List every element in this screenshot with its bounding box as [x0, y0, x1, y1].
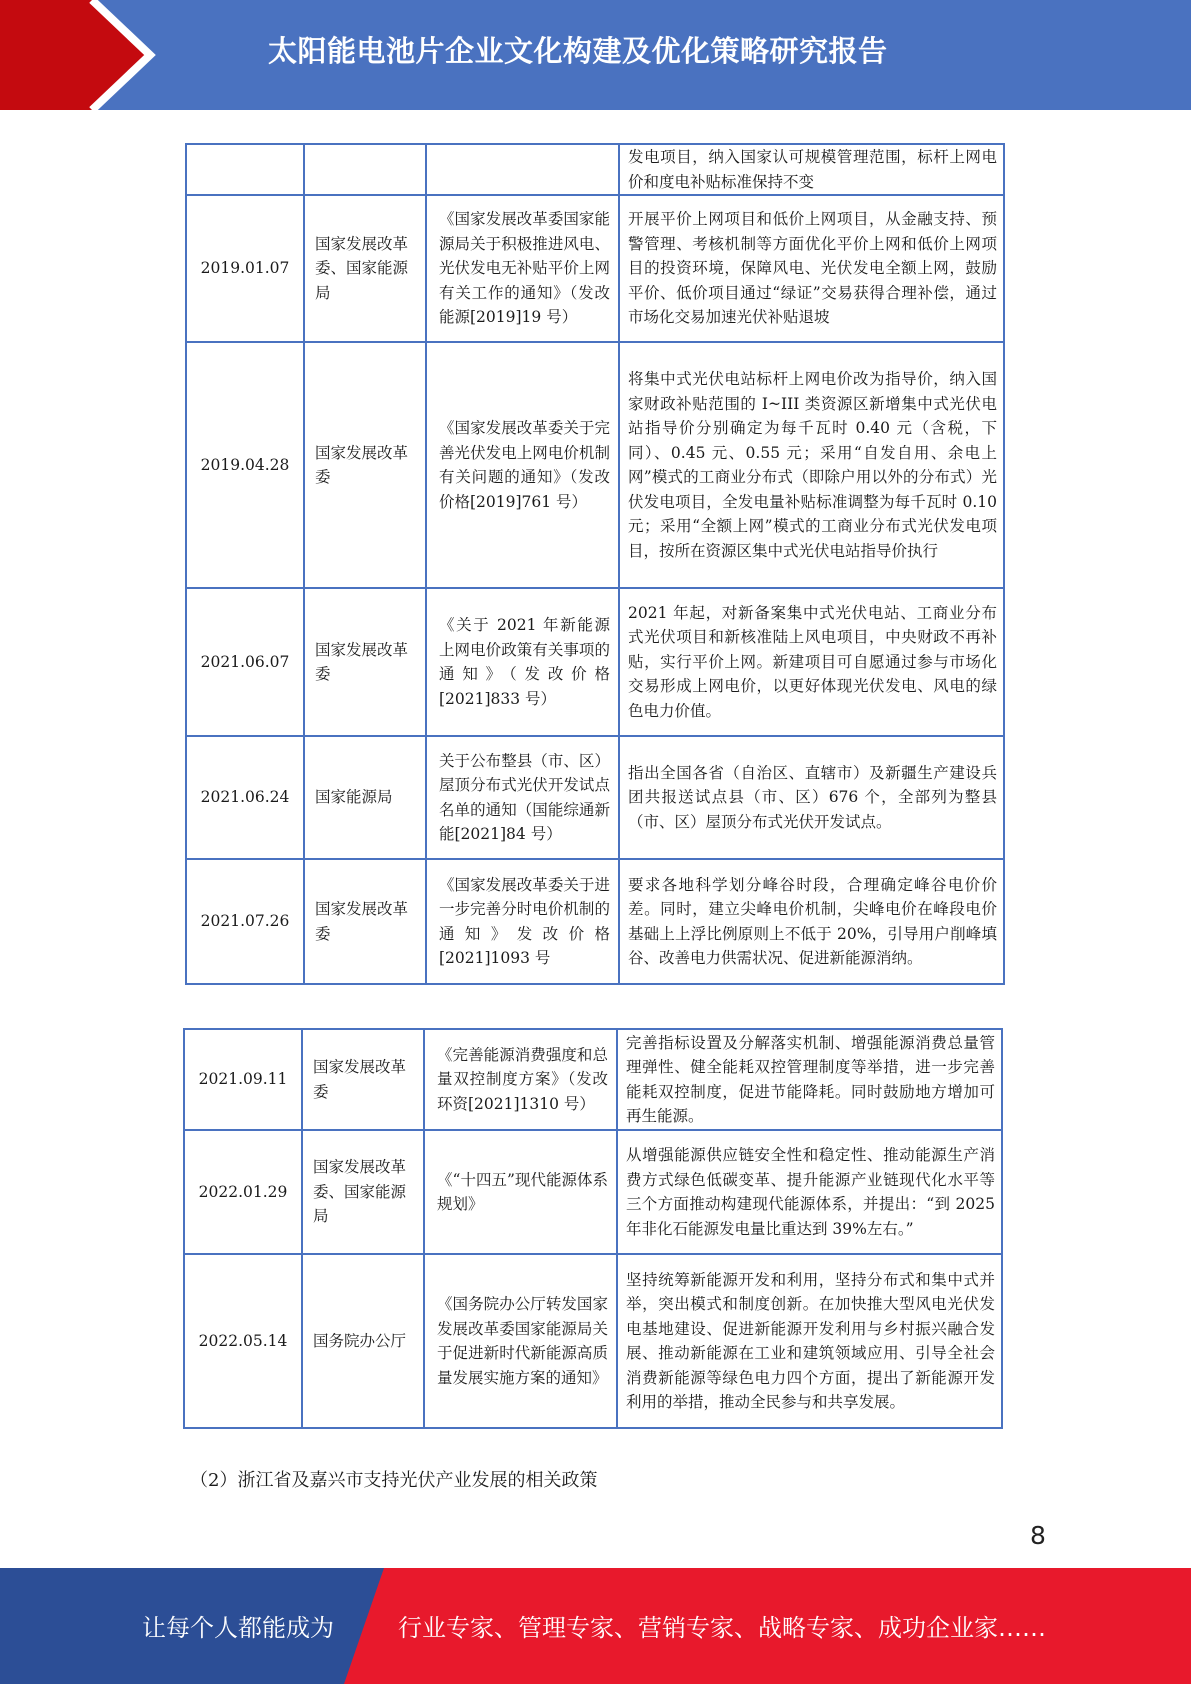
table-row: [186, 342, 1004, 588]
content-cell: 要求各地科学划分峰谷时段，合理确定峰谷电价价差。同时，建立尖峰电价机制，尖峰电价在峰段电价基础上上浮比例原则上不低于 20%，引导用户削峰填谷、改善电力供需状况、促进新能源消纳。: [619, 859, 1004, 984]
department-cell: 国家能源局: [304, 736, 426, 859]
document-cell: 关于公布整县（市、区）屋顶分布式光伏开发试点名单的通知（国能综通新能[2021]84 号）: [426, 736, 619, 859]
content-cell: 从增强能源供应链安全性和稳定性、推动能源生产消费方式绿色低碳变革、提升能源产业链现代化水平等三个方面推动构建现代能源体系，并提出：“到 2025 年非化石能源发电量比重达到 39%左右。”: [617, 1130, 1002, 1254]
footer-slogan-right: 行业专家、管理专家、营销专家、战略专家、成功企业家……: [398, 1614, 1046, 1642]
date-cell: 2021.06.24: [186, 736, 304, 859]
content-cell: 开展平价上网项目和低价上网项目，从金融支持、预警管理、考核机制等方面优化平价上网和低价上网项目的投资环境，保障风电、光伏发电全额上网，鼓励平价、低价项目通过“绿证”交易获得合理补偿，通过市场化交易加速光伏补贴退坡: [619, 195, 1004, 342]
document-cell: 《国务院办公厅转发国家发展改革委国家能源局关于促进新时代新能源高质量发展实施方案的通知》: [424, 1254, 617, 1428]
document-cell: 《国家发展改革委关于完善光伏发电上网电价机制有关问题的通知》（发改价格[2019]761 号）: [426, 342, 619, 588]
table-row: [186, 588, 1004, 736]
content-cell: 2021 年起，对新备案集中式光伏电站、工商业分布式光伏项目和新核准陆上风电项目，中央财政不再补贴，实行平价上网。新建项目可自愿通过参与市场化交易形成上网电价，以更好体现光伏发电、风电的绿色电力价值。: [619, 588, 1004, 736]
document-cell: 《“十四五”现代能源体系规划》: [424, 1130, 617, 1254]
footer-slogan-left: 让每个人都能成为: [142, 1614, 334, 1642]
section-heading: （2）浙江省及嘉兴市支持光伏产业发展的相关政策: [190, 1470, 598, 1491]
table-row: [186, 736, 1004, 859]
document-cell: 《关于 2021 年新能源上网电价政策有关事项的通知》（发改价格[2021]833 号）: [426, 588, 619, 736]
document-cell: 《完善能源消费强度和总量双控制度方案》（发改环资[2021]1310 号）: [424, 1029, 617, 1130]
table-row: [184, 1130, 1002, 1254]
content-cell: 指出全国各省（自治区、直辖市）及新疆生产建设兵团共报送试点县（市、区）676 个，全部列为整县（市、区）屋顶分布式光伏开发试点。: [619, 736, 1004, 859]
department-cell: 国家发展改革委: [304, 342, 426, 588]
header-banner: [0, 0, 1191, 110]
date-cell: 2019.04.28: [186, 342, 304, 588]
page-number: 8: [1030, 1521, 1046, 1550]
content-cell: 发电项目，纳入国家认可规模管理范围，标杆上网电价和度电补贴标准保持不变: [619, 144, 1004, 195]
table-row: [184, 1029, 1002, 1130]
table-row: [186, 859, 1004, 984]
department-cell: 国家发展改革委: [304, 588, 426, 736]
table-row: [186, 195, 1004, 342]
department-cell: [304, 144, 426, 195]
date-cell: 2021.06.07: [186, 588, 304, 736]
document-cell: 《国家发展改革委国家能源局关于积极推进风电、光伏发电无补贴平价上网有关工作的通知》（发改能源[2019]19 号）: [426, 195, 619, 342]
date-cell: 2019.01.07: [186, 195, 304, 342]
department-cell: 国家发展改革委: [304, 859, 426, 984]
policy-table-1: [185, 143, 1005, 985]
content-cell: 完善指标设置及分解落实机制、增强能源消费总量管理弹性、健全能耗双控管理制度等举措，进一步完善能耗双控制度，促进节能降耗。同时鼓励地方增加可再生能源。: [617, 1029, 1002, 1130]
date-cell: 2021.09.11: [184, 1029, 302, 1130]
document-cell: 《国家发展改革委关于进一步完善分时电价机制的通知》发改价格[2021]1093 号: [426, 859, 619, 984]
department-cell: 国家发展改革委: [302, 1029, 424, 1130]
table-row: [184, 1254, 1002, 1428]
report-title: 太阳能电池片企业文化构建及优化策略研究报告: [268, 34, 888, 68]
document-cell: [426, 144, 619, 195]
department-cell: 国务院办公厅: [302, 1254, 424, 1428]
content-cell: 坚持统筹新能源开发和利用，坚持分布式和集中式并举，突出模式和制度创新。在加快推大型风电光伏发电基地建设、促进新能源开发利用与乡村振兴融合发展、推动新能源在工业和建筑领域应用、引导全社会消费新能源等绿色电力四个方面，提出了新能源开发利用的举措，推动全民参与和共享发展。: [617, 1254, 1002, 1428]
table-row: [186, 144, 1004, 195]
department-cell: 国家发展改革委、国家能源局: [302, 1130, 424, 1254]
footer-banner: [0, 1568, 1191, 1684]
content-cell: 将集中式光伏电站标杆上网电价改为指导价，纳入国家财政补贴范围的 I~III 类资源区新增集中式光伏电站指导价分别确定为每千瓦时 0.40 元（含税，下同）、0.45 元、0.55 元；采用“自发自用、余电上网”模式的工商业分布式（即除户用以外的分布式）光伏发电项目，全发电量补贴标准调整为每千瓦时 0.10 元；采用“全额上网”模式的工商业分布式光伏发电项目，按所在资源区集中式光伏电站指导价执行: [619, 342, 1004, 588]
date-cell: 2022.01.29: [184, 1130, 302, 1254]
date-cell: [186, 144, 304, 195]
date-cell: 2022.05.14: [184, 1254, 302, 1428]
department-cell: 国家发展改革委、国家能源局: [304, 195, 426, 342]
date-cell: 2021.07.26: [186, 859, 304, 984]
policy-table-2: [183, 1028, 1003, 1429]
